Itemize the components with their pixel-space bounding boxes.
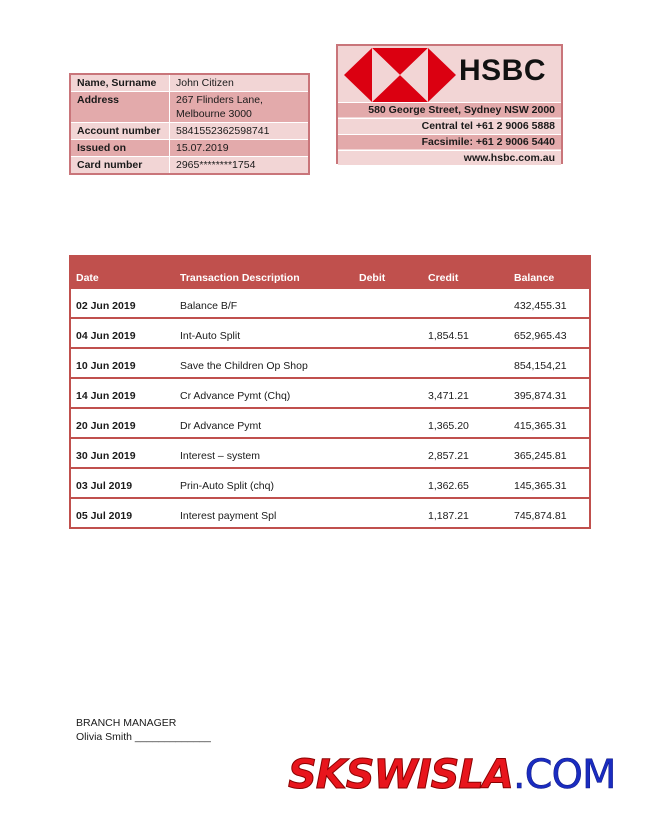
row-credit: 1,365.20 <box>428 420 469 432</box>
column-header-description: Transaction Description <box>180 272 300 284</box>
info-row <box>70 74 309 92</box>
info-value: 5841552362598741 <box>170 123 310 140</box>
watermark-part2: .COM <box>512 752 616 798</box>
row-credit: 3,471.21 <box>428 390 469 402</box>
row-date: 20 Jun 2019 <box>76 420 136 432</box>
row-description: Interest payment Spl <box>180 510 277 522</box>
row-credit: 2,857.21 <box>428 450 469 462</box>
row-balance: 365,245.81 <box>514 450 567 462</box>
row-date: 05 Jul 2019 <box>76 510 133 522</box>
bank-address: 580 George Street, Sydney NSW 2000 <box>338 102 561 117</box>
row-balance: 652,965.43 <box>514 330 567 342</box>
table-header <box>71 257 589 289</box>
row-date: 14 Jun 2019 <box>76 390 136 402</box>
table-row <box>71 467 589 497</box>
info-row <box>70 157 309 175</box>
column-header-balance: Balance <box>514 272 555 284</box>
row-date: 03 Jul 2019 <box>76 480 133 492</box>
row-date: 30 Jun 2019 <box>76 450 136 462</box>
info-value-line: 267 Flinders Lane, <box>176 94 263 106</box>
info-value-line: Melbourne 3000 <box>176 108 252 120</box>
table-row <box>71 377 589 407</box>
info-label: Address <box>70 92 170 123</box>
bank-name: HSBC <box>459 54 547 87</box>
row-balance: 395,874.31 <box>514 390 567 402</box>
bank-website[interactable]: www.hsbc.com.au <box>338 150 561 165</box>
column-header-debit: Debit <box>359 272 386 284</box>
row-balance: 432,455.31 <box>514 300 567 312</box>
bank-info-box <box>336 44 563 164</box>
row-credit: 1,187.21 <box>428 510 469 522</box>
table-row <box>71 289 589 317</box>
table-row <box>71 497 589 527</box>
table-row <box>71 317 589 347</box>
column-header-credit: Credit <box>428 272 459 284</box>
info-row <box>70 140 309 157</box>
info-value <box>170 92 310 123</box>
table-row <box>71 407 589 437</box>
bank-fax: Facsimile: +61 2 9006 5440 <box>338 134 561 149</box>
row-description: Dr Advance Pymt <box>180 420 262 432</box>
bank-phone: Central tel +61 2 9006 5888 <box>338 118 561 133</box>
row-description: Int-Auto Split <box>180 330 241 342</box>
customer-info-table <box>69 73 310 175</box>
watermark-part1: SKSWISLA <box>288 752 513 798</box>
row-balance: 854,154,21 <box>514 360 567 372</box>
watermark <box>288 752 616 798</box>
info-label: Card number <box>70 157 170 175</box>
row-date: 04 Jun 2019 <box>76 330 136 342</box>
transactions-table <box>69 255 591 529</box>
table-row <box>71 347 589 377</box>
bank-logo <box>338 46 561 102</box>
row-description: Interest – system <box>180 450 260 462</box>
info-row <box>70 92 309 123</box>
row-description: Balance B/F <box>180 300 238 312</box>
row-date: 10 Jun 2019 <box>76 360 136 372</box>
row-date: 02 Jun 2019 <box>76 300 136 312</box>
table-row <box>71 437 589 467</box>
info-value: John Citizen <box>170 74 310 92</box>
info-label: Account number <box>70 123 170 140</box>
info-value: 15.07.2019 <box>170 140 310 157</box>
row-description: Cr Advance Pymt (Chq) <box>180 390 291 402</box>
row-description: Save the Children Op Shop <box>180 360 308 372</box>
row-description: Prin-Auto Split (chq) <box>180 480 274 492</box>
row-balance: 145,365.31 <box>514 480 567 492</box>
row-credit: 1,362.65 <box>428 480 469 492</box>
column-header-date: Date <box>76 272 99 284</box>
info-label: Name, Surname <box>70 74 170 92</box>
signature-block <box>76 716 211 744</box>
row-balance: 415,365.31 <box>514 420 567 432</box>
signature-name: Olivia Smith _____________ <box>76 731 211 743</box>
hsbc-hexagon-logo-icon <box>344 48 456 102</box>
row-balance: 745,874.81 <box>514 510 567 522</box>
row-credit: 1,854.51 <box>428 330 469 342</box>
info-row <box>70 123 309 140</box>
info-value: 2965********1754 <box>170 157 310 175</box>
info-label: Issued on <box>70 140 170 157</box>
signature-title: BRANCH MANAGER <box>76 717 177 729</box>
